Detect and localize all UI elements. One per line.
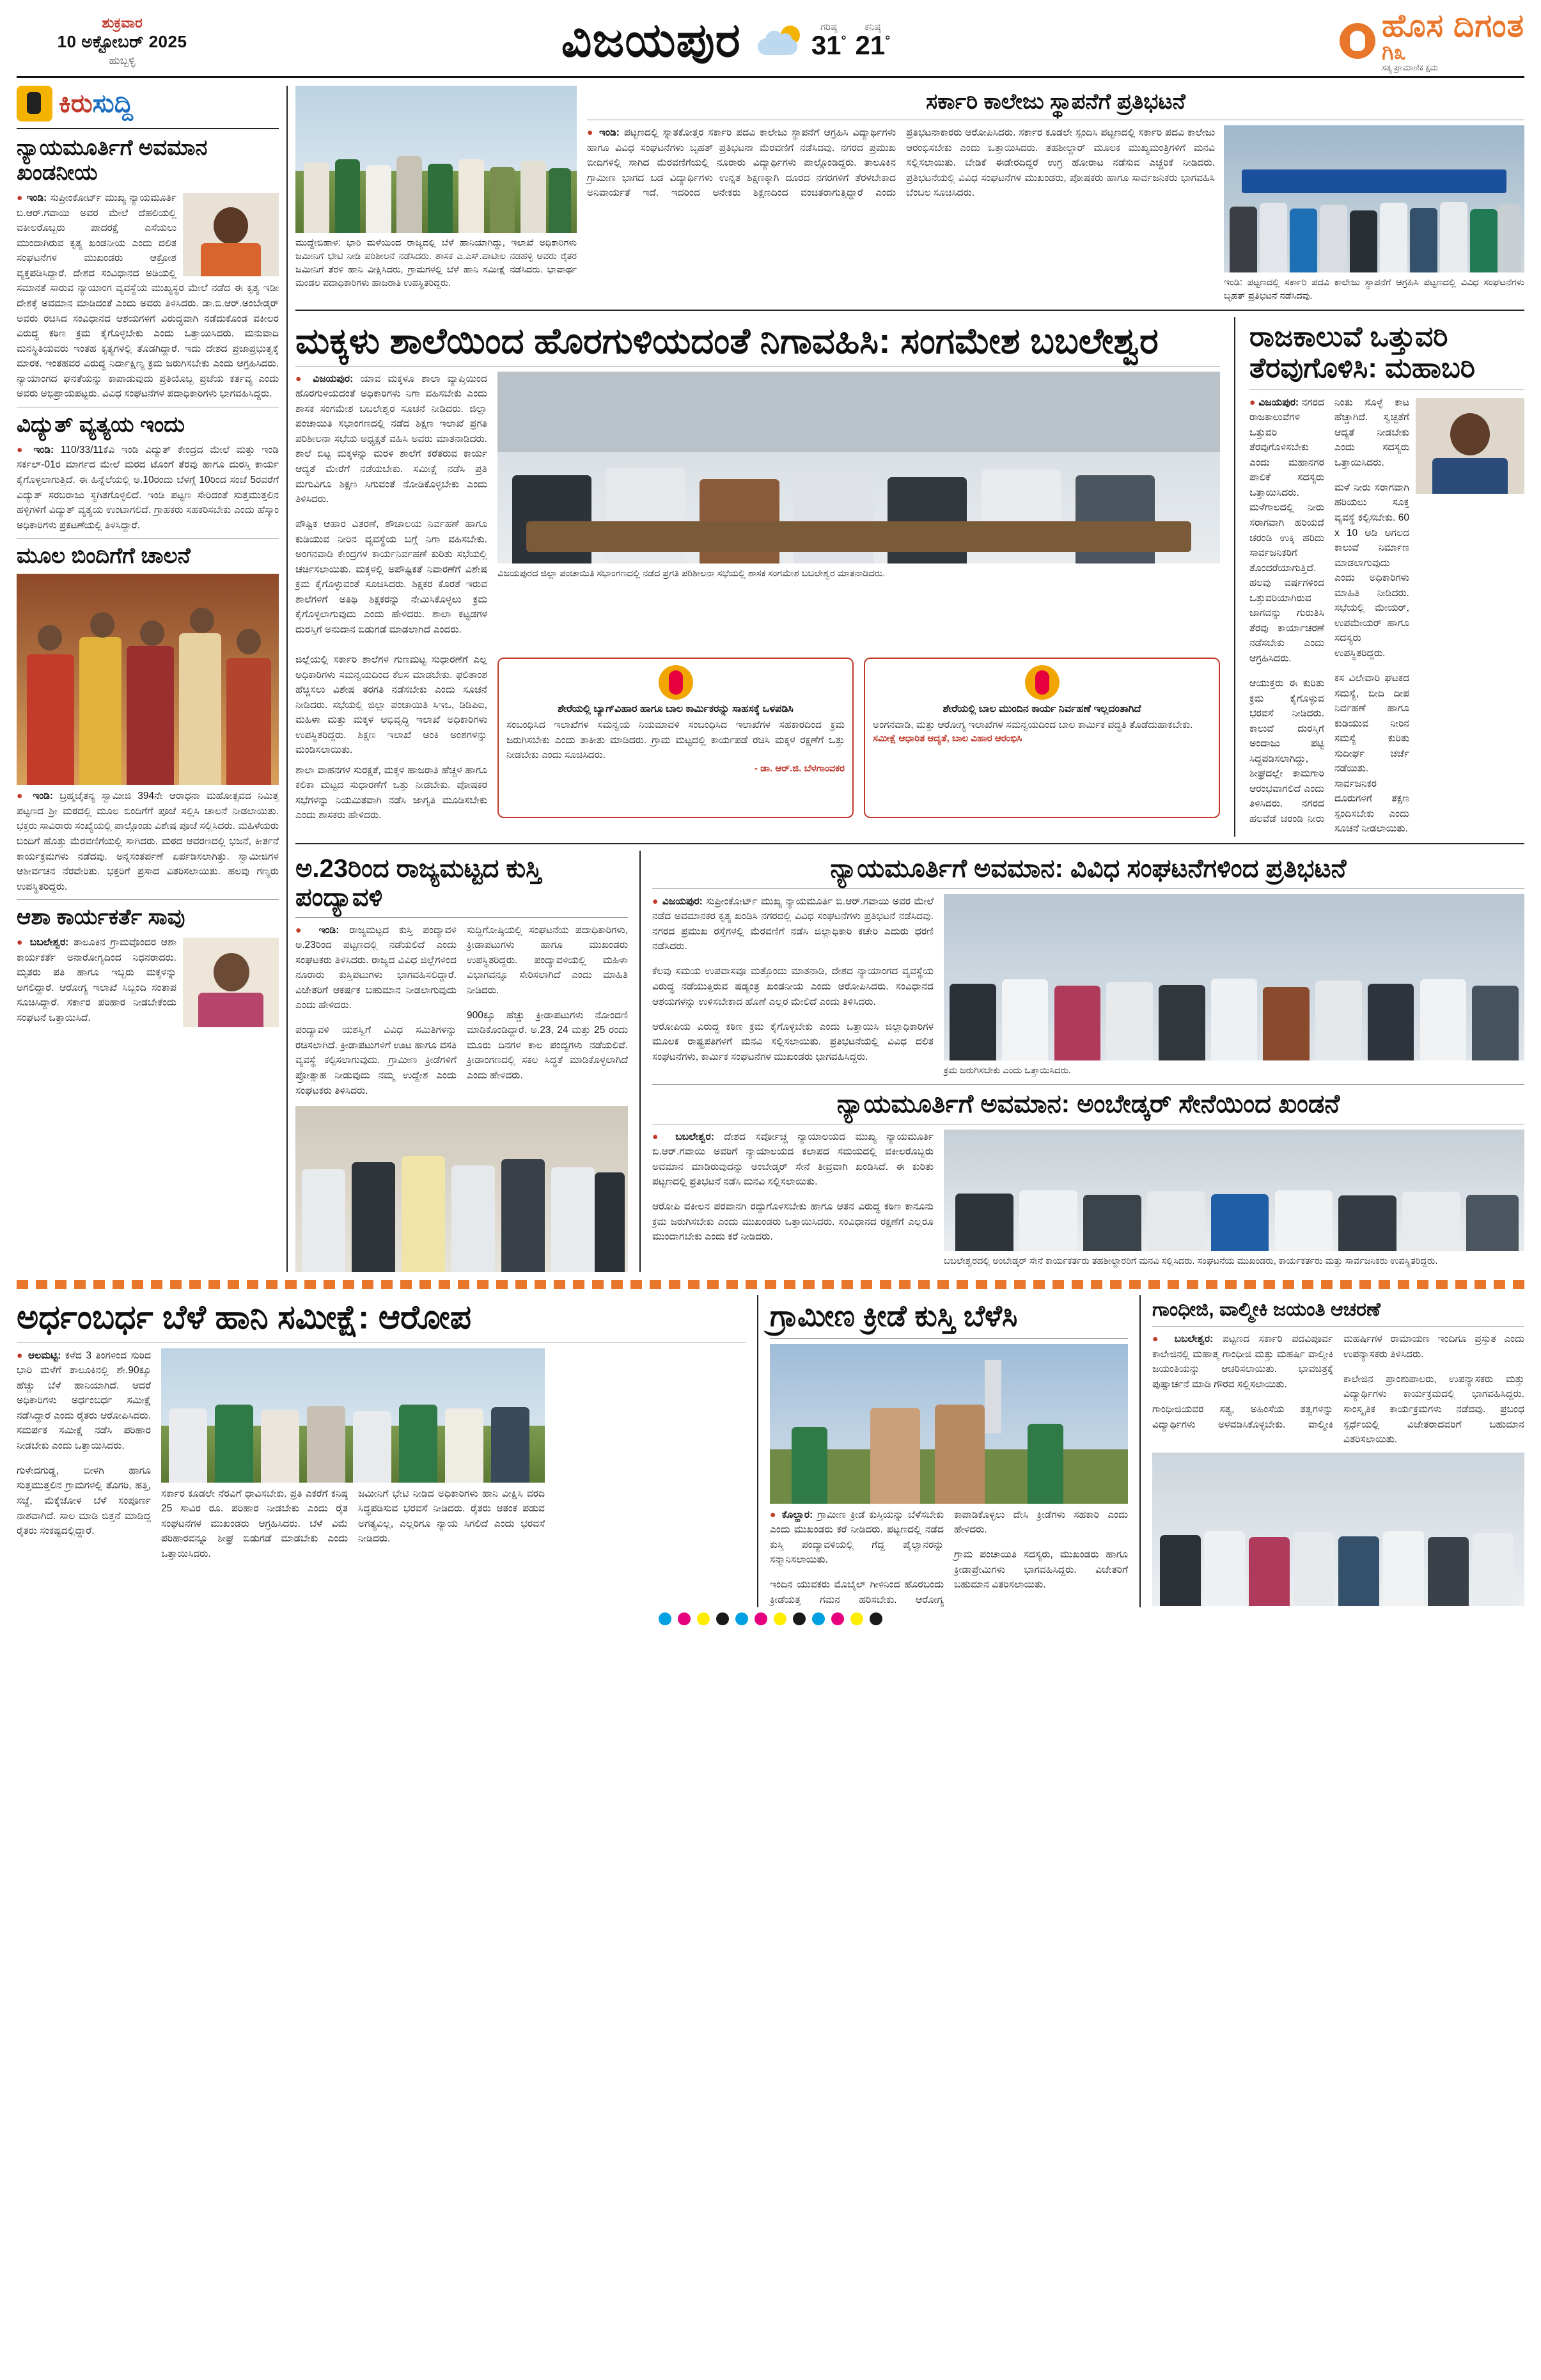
right-lead-body: ● ವಿಜಯಪುರ: ನಗರದ ರಾಜಕಾಲುವೆಗಳ ಒತ್ತುವರಿ ತೆರವುಗೊಳಿಸಬೇಕು ಎಂದು ಮಹಾನಗರ ಪಾಲಿಕೆ ಸದಸ್ಯರು ಒತ್ತಾಯಿಸಿದರು. ಮಳೆಗಾಲದಲ್ಲಿ ನೀರು ಸರಾಗವಾಗಿ ಹರಿಯದೆ ಚರಂಡಿ ಉಕ್ಕಿ ಹರಿದು ಸಾರ್ವಜನಿಕರಿಗೆ ತೊಂದರೆಯಾಗುತ್ತಿದೆ. ಹಲವು ವರ್ಷಗಳಿಂದ ಒತ್ತುವರಿಯಾಗಿರುವ ಜಾಗವನ್ನು ಗುರುತಿಸಿ ತೆರವು ಕಾರ್ಯಾಚರಣೆ ನಡೆಸಬೇಕು ಎಂದು ಆಗ್ರಹಿಸಿದರು. ಆಯುಕ್ತರು ಈ ಕುರಿತು ಕ್ರಮ ಕೈಗೊಳ್ಳುವ ಭರವಸೆ ನೀಡಿದರು. ಕಾಲುವೆ ದುರಸ್ತಿಗೆ ಅಂದಾಜು ಪಟ್ಟಿ ಸಿದ್ಧಪಡಿಸಲಾಗಿದ್ದು, ಶೀಘ್ರದಲ್ಲೇ ಕಾಮಗಾರಿ ಆರಂಭವಾಗಲಿದೆ ಎಂದು ತಿಳಿಸಿದರು. ನಗರದ ಹಲವೆಡೆ ಚರಂಡಿ ನೀರು ನಿಂತು ಸೊಳ್ಳೆ ಕಾಟ ಹೆಚ್ಚಾಗಿದೆ. ಸ್ವಚ್ಛತೆಗೆ ಆದ್ಯತೆ ನೀಡಬೇಕು ಎಂದು ಸದಸ್ಯರು ಒತ್ತಾಯಿಸಿದರು. ಮಳೆ ನೀರು ಸರಾಗವಾಗಿ ಹರಿಯಲು ಸೂಕ್ತ ವ್ಯವಸ್ಥೆ ಕಲ್ಪಿಸಬೇಕು. 60 x 10 ಅಡಿ ಅಗಲದ ಕಾಲುವೆ ನಿರ್ಮಾಣ ಮಾಡಲಾಗುವುದು ಎಂದು ಅಧಿಕಾರಿಗಳು ಮಾಹಿತಿ ನೀಡಿದರು. ಸಭೆಯಲ್ಲಿ ಮೇಯರ್, ಉಪಮೇಯರ್ ಹಾಗೂ ಸದಸ್ಯರು ಉಪಸ್ಥಿತರಿದ್ದರು. ಕಸ ವಿಲೇವಾರಿ ಘಟಕದ ಸಮಸ್ಯೆ, ಬೀದಿ ದೀಪ ನಿರ್ವಹಣೆ ಹಾಗೂ ಕುಡಿಯುವ ನೀರಿನ ಸಮಸ್ಯೆ ಕುರಿತು ಸುದೀರ್ಘ ಚರ್ಚೆ ನಡೆಯಿತು. ಸಾರ್ವಜನಿಕರ ದೂರುಗಳಿಗೆ ತಕ್ಷಣ ಸ್ಪಂದಿಸಬೇಕು ಎಂದು ಸೂಚನೆ ನೀಡಲಾಯಿತು. bbox=[1249, 395, 1409, 837]
bottom-left-dateline: ಆಲಮಟ್ಟಿ: bbox=[27, 1350, 61, 1361]
mid-center-text1: ಸುಪ್ರೀಂಕೋರ್ಟ್ ಮುಖ್ಯ ನ್ಯಾಯಮೂರ್ತಿ ಬಿ.ಆರ್.ಗವಾಯಿ ಅವರ ಮೇಲೆ ನಡೆದ ಅವಮಾನಕರ ಕೃತ್ಯ ಖಂಡಿಸಿ ನಗರದಲ್ಲಿ ವಿವಿಧ ಸಂಘಟನೆಗಳು ಪ್ರತಿಭಟನೆ ನಡೆಸಿದವು. ನಗರದ ಪ್ರಮುಖ ರಸ್ತೆಗಳಲ್ಲಿ ಮೆರವಣಿಗೆ ನಡೆಸಿ ಜಿಲ್ಲಾಧಿಕಾರಿ ಕಚೇರಿ ಎದುರು ಧರಣಿ ನಡೆಸಿದರು. bbox=[652, 895, 934, 952]
top-right-text: ಪಟ್ಟಣದಲ್ಲಿ ಸ್ನಾತಕೋತ್ತರ ಸರ್ಕಾರಿ ಪದವಿ ಕಾಲೇಜು ಸ್ಥಾಪನೆಗೆ ಆಗ್ರಹಿಸಿ ವಿದ್ಯಾರ್ಥಿಗಳು ಹಾಗೂ ವಿವಿಧ ಸಂಘಟನೆಗಳು ಬೃಹತ್ ಪ್ರತಿಭಟನಾ ಮೆರವಣಿಗೆ ನಡೆಸಿದವು. ನಗರದ ಪ್ರಮುಖ ಬೀದಿಗಳಲ್ಲಿ ಸಾಗಿದ ಮೆರವಣಿಗೆಯಲ್ಲಿ ನೂರಾರು ವಿದ್ಯಾರ್ಥಿಗಳು ಪಾಲ್ಗೊಂಡಿದ್ದರು. ತಾಲೂಕಿನ ಗ್ರಾಮೀಣ ಭಾಗದ ಬಡ ವಿದ್ಯಾರ್ಥಿಗಳು ಉನ್ನತ ಶಿಕ್ಷಣಕ್ಕಾಗಿ ದೂರದ ನಗರಗಳಿಗೆ ತೆರಳಬೇಕಾದ ಅನಿವಾರ್ಯತೆ ಇದೆ. ಇದರಿಂದ ಅನೇಕರು ಶಿಕ್ಷಣದಿಂದ ವಂಚಿತರಾಗುತ್ತಿದ್ದಾರೆ ಎಂದು ಪ್ರತಿಭಟನಾಕಾರರು ಆರೋಪಿಸಿದರು. ಸರ್ಕಾರ ಕೂಡಲೇ ಸ್ಪಂದಿಸಿ ಪಟ್ಟಣದಲ್ಲಿ ಸರ್ಕಾರಿ ಪದವಿ ಕಾಲೇಜು ಆರಂಭಿಸಬೇಕು ಎಂದು ಒತ್ತಾಯಿಸಿದರು. ತಹಶೀಲ್ದಾರ್ ಮೂಲಕ ಮುಖ್ಯಮಂತ್ರಿಗಳಿಗೆ ಮನವಿ ಸಲ್ಲಿಸಲಾಯಿತು. ಬೇಡಿಕೆ ಈಡೇರದಿದ್ದರೆ ಉಗ್ರ ಹೋರಾಟ ನಡೆಸುವ ಎಚ್ಚರಿಕೆ ನೀಡಿದರು. ಪ್ರತಿಭಟನೆಯಲ್ಲಿ ವಿವಿಧ ಸಂಘಟನೆಗಳ ಮುಖಂಡರು, ಪೋಷಕರು ಹಾಗೂ ಸಾರ್ವಜನಿಕರು ಭಾಗವಹಿಸಿ ಬೆಂಬಲ ಸೂಚಿಸಿದರು. bbox=[587, 127, 1215, 199]
lead-callout-2 bbox=[864, 658, 1220, 818]
left-story1-headline: ನ್ಯಾಯಮೂರ್ತಿಗೆ ಅವಮಾನ ಖಂಡನೀಯ bbox=[17, 136, 208, 185]
right-lead-dateline: ವಿಜಯಪುರ: bbox=[1258, 397, 1299, 408]
mid-right-dateline: ಬಬಲೇಶ್ವರ: bbox=[675, 1131, 714, 1142]
lead-body-col2 bbox=[295, 652, 487, 823]
left-story2-dateline: ಇಂಡಿ: bbox=[33, 444, 54, 455]
masthead-logo bbox=[1224, 10, 1524, 72]
left-story3-dateline: ಇಂಡಿ: bbox=[33, 791, 54, 802]
mid-right-text1: ದೇಶದ ಸರ್ವೋಚ್ಚ ನ್ಯಾಯಾಲಯದ ಮುಖ್ಯ ನ್ಯಾಯಮೂರ್ತಿ ಬಿ.ಆರ್.ಗವಾಯಿ ಅವರಿಗೆ ನ್ಯಾಯಾಲಯದ ಕಲಾಪದ ಸಮಯದಲ್ಲಿ ವಕೀಲರೊಬ್ಬರು ಅವಮಾನ ಮಾಡಿರುವುದನ್ನು ಅಂಬೇಡ್ಕರ್ ಸೇನೆ ತೀವ್ರವಾಗಿ ಖಂಡಿಸಿದೆ. ಈ ಕುರಿತು ಪಟ್ಟಣದಲ್ಲಿ ಪ್ರತಿಭಟನೆ ನಡೆಸಿ ಮನವಿ ಸಲ್ಲಿಸಲಾಯಿತು. bbox=[652, 1131, 934, 1188]
woman-portrait-photo bbox=[183, 938, 279, 1027]
callout2-text: ಅಂಗನವಾಡಿ, ಮತ್ತು ಆರೋಗ್ಯ ಇಲಾಖೆಗಳ ಸಮನ್ವಯದಿಂದ ಬಾಲ ಕಾರ್ಮಿಕ ಪದ್ಧತಿ ತೊಡೆದುಹಾಕಬೇಕು. bbox=[873, 720, 1193, 731]
top-right-story bbox=[587, 86, 1524, 303]
mid-center-photo-caption: ಕ್ರಮ ಜರುಗಿಸಬೇಕು ಎಂದು ಒತ್ತಾಯಿಸಿದರು. bbox=[944, 1065, 1071, 1076]
left-story3-headline: ಮೂಲ ಬಿಂದಿಗೆಗೆ ಚಾಲನೆ bbox=[17, 544, 191, 569]
mid-row bbox=[295, 851, 1524, 1272]
brand-part2: ಸುದ್ದಿ bbox=[92, 89, 134, 118]
registration-dots bbox=[17, 1612, 1524, 1625]
page-body bbox=[17, 86, 1524, 1272]
column-divider bbox=[286, 86, 288, 1272]
quote-mark-icon-2 bbox=[1025, 665, 1060, 700]
mid-left-body: ● ಇಂಡಿ: ರಾಜ್ಯಮಟ್ಟದ ಕುಸ್ತಿ ಪಂದ್ಯಾವಳಿ ಅ.23ರಿಂದ ಪಟ್ಟಣದಲ್ಲಿ ನಡೆಯಲಿದೆ ಎಂದು ಸಂಘಟಕರು ತಿಳಿಸಿದರು. ರಾಜ್ಯದ ವಿವಿಧ ಜಿಲ್ಲೆಗಳಿಂದ ನೂರಾರು ಕುಸ್ತಿಪಟುಗಳು ಭಾಗವಹಿಸಲಿದ್ದಾರೆ. ವಿಜೇತರಿಗೆ ಆಕರ್ಷಕ ಬಹುಮಾನ ನೀಡಲಾಗುವುದು ಎಂದು ಹೇಳಿದರು. ಪಂದ್ಯಾವಳಿ ಯಶಸ್ವಿಗೆ ವಿವಿಧ ಸಮಿತಿಗಳನ್ನು ರಚಿಸಲಾಗಿದೆ. ಕ್ರೀಡಾಪಟುಗಳಿಗೆ ಊಟ ಹಾಗೂ ವಸತಿ ವ್ಯವಸ್ಥೆ ಕಲ್ಪಿಸಲಾಗುವುದು. ಗ್ರಾಮೀಣ ಕ್ರೀಡೆಗಳಿಗೆ ಪ್ರೋತ್ಸಾಹ ನೀಡುವುದು ನಮ್ಮ ಉದ್ದೇಶ ಎಂದು ಸಂಘಟಕರು ತಿಳಿಸಿದರು. ಸುದ್ದಿಗೋಷ್ಠಿಯಲ್ಲಿ ಸಂಘಟನೆಯ ಪದಾಧಿಕಾರಿಗಳು, ಕ್ರೀಡಾಪಟುಗಳು ಹಾಗೂ ಮುಖಂಡರು ಉಪಸ್ಥಿತರಿದ್ದರು. ಪಂದ್ಯಾವಳಿಯಲ್ಲಿ ಮಹಿಳಾ ವಿಭಾಗವನ್ನೂ ಸೇರಿಸಲಾಗಿದೆ ಎಂದು ಮಾಹಿತಿ ನೀಡಿದರು. 900ಕ್ಕೂ ಹೆಚ್ಚು ಕ್ರೀಡಾಪಟುಗಳು ನೋಂದಣಿ ಮಾಡಿಕೊಂಡಿದ್ದಾರೆ. ಅ.23, 24 ಮತ್ತು 25 ರಂದು ಮೂರು ದಿನಗಳ ಕಾಲ ಪಂದ್ಯಗಳು ನಡೆಯಲಿವೆ. ಕ್ರೀಡಾಂಗಣದಲ್ಲಿ ಸಕಲ ಸಿದ್ಧತೆ ಮಾಡಿಕೊಳ್ಳಲಾಗಿದೆ ಎಂದು ಹೇಳಿದರು. bbox=[295, 923, 628, 1101]
lead-body-col1: ● ವಿಜಯಪುರ: ಯಾವ ಮಕ್ಕಳೂ ಶಾಲಾ ವ್ಯಾಪ್ತಿಯಿಂದ ಹೊರಗುಳಿಯದಂತೆ ಅಧಿಕಾರಿಗಳು ನಿಗಾ ವಹಿಸಬೇಕು ಎಂದು ಶಾಸಕ ಸಂಗಮೇಶ ಬಬಲೇಶ್ವರ ಸೂಚನೆ ನೀಡಿದರು. ಜಿಲ್ಲಾ ಪಂಚಾಯಿತಿ ಸಭಾಂಗಣದಲ್ಲಿ ನಡೆದ ಶಿಕ್ಷಣ ಇಲಾಖೆ ಪ್ರಗತಿ ಪರಿಶೀಲನಾ ಸಭೆಯ ಅಧ್ಯಕ್ಷತೆ ವಹಿಸಿ ಅವರು ಮಾತನಾಡಿದರು. ಶಾಲೆ ಬಿಟ್ಟ ಮಕ್ಕಳನ್ನು ಮರಳಿ ಶಾಲೆಗೆ ಕರೆತರುವ ಕಾರ್ಯ ಆದ್ಯತೆ ಮೇರೆಗೆ ನಡೆಯಬೇಕು. ಸಮೀಕ್ಷೆ ನಡೆಸಿ ಪ್ರತಿ ಮಗುವಿಗೂ ಶಿಕ್ಷಣ ಸಿಗುವಂತೆ ನೋಡಿಕೊಳ್ಳಬೇಕು ಎಂದು ತಿಳಿಸಿದರು. ಪೌಷ್ಟಿಕ ಆಹಾರ ವಿತರಣೆ, ಶೌಚಾಲಯ ನಿರ್ವಹಣೆ ಹಾಗೂ ಕುಡಿಯುವ ನೀರಿನ ವ್ಯವಸ್ಥೆಯ ಬಗ್ಗೆ ನಿಗಾ ವಹಿಸಬೇಕು. ಅಂಗನವಾಡಿ ಕೇಂದ್ರಗಳ ಕಾರ್ಯನಿರ್ವಹಣೆ ಕುರಿತು ಸಭೆಯಲ್ಲಿ ಚರ್ಚಿಸಲಾಯಿತು. ಮಕ್ಕಳಲ್ಲಿ ಅಪೌಷ್ಟಿಕತೆ ನಿವಾರಣೆಗೆ ವಿಶೇಷ ಕ್ರಮ ಕೈಗೊಳ್ಳುವಂತೆ ಸೂಚಿಸಿದರು. ಶಿಕ್ಷಕರ ಕೊರತೆ ಇರುವ ಶಾಲೆಗಳಿಗೆ ಅತಿಥಿ ಶಿಕ್ಷಕರನ್ನು ನೇಮಿಸಿಕೊಳ್ಳಲು ಕ್ರಮ ಕೈಗೊಳ್ಳಲಾಗುವುದು ಎಂದು ಹೇಳಿದರು. ಶಾಲಾ ಕಟ್ಟಡಗಳ ದುರಸ್ತಿಗೆ ಅನುದಾನ ಬಿಡುಗಡೆ ಮಾಡಲಾಗಿದೆ ಎಂದರು. bbox=[295, 372, 487, 647]
decorative-band bbox=[17, 1280, 1524, 1289]
callout2-highlight: ಸಮೀಕ್ಷೆ ಆಧಾರಿತ ಆದ್ಯತೆ, ಬಾಲ ವಿಹಾರ ಆರಂಭಿಸಿ bbox=[873, 732, 1022, 744]
protest-march-photo bbox=[1224, 125, 1524, 272]
lead-text4: ಶಾಲಾ ವಾಹನಗಳ ಸುರಕ್ಷತೆ, ಮಕ್ಕಳ ಹಾಜರಾತಿ ಹೆಚ್ಚಳ ಹಾಗೂ ಕಲಿಕಾ ಮಟ್ಟದ ಸುಧಾರಣೆಗೆ ಒತ್ತು ನೀಡಬೇಕು. ಪೋಷಕರ ಸಭೆಗಳನ್ನು ನಿಯಮಿತವಾಗಿ ನಡೆಸಿ ಜಾಗೃತಿ ಮೂಡಿಸಬೇಕು ಎಂದು ಶಾಸಕರು ಹೇಳಿದರು. bbox=[295, 764, 487, 821]
sun-cloud-icon bbox=[758, 24, 802, 58]
degree-low: ° bbox=[885, 34, 891, 48]
left-story4-text: ತಾಲೂಕಿನ ಗ್ರಾಮವೊಂದರ ಆಶಾ ಕಾರ್ಯಕರ್ತೆ ಅನಾರೋಗ್ಯದಿಂದ ನಿಧನರಾದರು. ಮೃತರು ಪತಿ ಹಾಗೂ ಇಬ್ಬರು ಮಕ್ಕಳನ್ನು ಅಗಲಿದ್ದಾರೆ. ಆರೋಗ್ಯ ಇಲಾಖೆ ಸಿಬ್ಬಂದಿ ಸಂತಾಪ ಸೂಚಿಸಿದ್ದಾರೆ. ಸರ್ಕಾರ ಪರಿಹಾರ ನೀಡಬೇಕೆಂದು ಸಂಘಟನೆ ಒತ್ತಾಯಿಸಿದೆ. bbox=[17, 937, 176, 1023]
bottom-right-text2: ಗಾಂಧೀಜಿಯವರ ಸತ್ಯ, ಅಹಿಂಸೆಯ ತತ್ವಗಳನ್ನು ವಿದ್ಯಾರ್ಥಿಗಳು ಅಳವಡಿಸಿಕೊಳ್ಳಬೇಕು. ವಾಲ್ಮೀಕಿ ಮಹರ್ಷಿಗಳ ರಾಮಾಯಣ ಇಂದಿಗೂ ಪ್ರಸ್ತುತ ಎಂದು ಉಪನ್ಯಾಸಕರು ತಿಳಿಸಿದರು. bbox=[1152, 1334, 1524, 1430]
mid-center-body: ● ವಿಜಯಪುರ: ಸುಪ್ರೀಂಕೋರ್ಟ್ ಮುಖ್ಯ ನ್ಯಾಯಮೂರ್ತಿ ಬಿ.ಆರ್.ಗವಾಯಿ ಅವರ ಮೇಲೆ ನಡೆದ ಅವಮಾನಕರ ಕೃತ್ಯ ಖಂಡಿಸಿ ನಗರದಲ್ಲಿ ವಿವಿಧ ಸಂಘಟನೆಗಳು ಪ್ರತಿಭಟನೆ ನಡೆಸಿದವು. ನಗರದ ಪ್ರಮುಖ ರಸ್ತೆಗಳಲ್ಲಿ ಮೆರವಣಿಗೆ ನಡೆಸಿ ಜಿಲ್ಲಾಧಿಕಾರಿ ಕಚೇರಿ ಎದುರು ಧರಣಿ ನಡೆಸಿದರು. ಕೆಲವು ಸಮಯ ಉಪವಾಸವೂ ಮತ್ತೊಂದು ಮಾತನಾಡಿ, ದೇಶದ ನ್ಯಾಯಾಂಗದ ವ್ಯವಸ್ಥೆಯ ವಿರುದ್ಧ ನಡೆಯುತ್ತಿರುವ ಷಡ್ಯಂತ್ರ ಖಂಡನೀಯ ಎಂದು ಆರೋಪಿಸಿದರು. ಸಂವಿಧಾನದ ಆಶಯಗಳನ್ನು ಉಳಿಸಬೇಕಾದ ಹೊಣೆ ಎಲ್ಲರ ಮೇಲಿದೆ ಎಂದು ತಿಳಿಸಿದರು. ಆರೋಪಿಯ ವಿರುದ್ಧ ಕಠಿಣ ಕ್ರಮ ಕೈಗೊಳ್ಳಬೇಕು ಎಂದು ಒತ್ತಾಯಿಸಿ ಜಿಲ್ಲಾಧಿಕಾರಿಗಳ ಮೂಲಕ ರಾಷ್ಟ್ರಪತಿಗಳಿಗೆ ಮನವಿ ಸಲ್ಲಿಸಲಾಯಿತು. ಪ್ರತಿಭಟನೆಯಲ್ಲಿ ವಿವಿಧ ದಲಿತ ಸಂಘಟನೆಗಳು, ಕಾರ್ಮಿಕ ಸಂಘಟನೆಗಳ ಮುಖಂಡರು ಭಾಗವಹಿಸಿದ್ದರು. bbox=[652, 894, 934, 1078]
mid-right-body: ● ಬಬಲೇಶ್ವರ: ದೇಶದ ಸರ್ವೋಚ್ಚ ನ್ಯಾಯಾಲಯದ ಮುಖ್ಯ ನ್ಯಾಯಮೂರ್ತಿ ಬಿ.ಆರ್.ಗವಾಯಿ ಅವರಿಗೆ ನ್ಯಾಯಾಲಯದ ಕಲಾಪದ ಸಮಯದಲ್ಲಿ ವಕೀಲರೊಬ್ಬರು ಅವಮಾನ ಮಾಡಿರುವುದನ್ನು ಅಂಬೇಡ್ಕರ್ ಸೇನೆ ತೀವ್ರವಾಗಿ ಖಂಡಿಸಿದೆ. ಈ ಕುರಿತು ಪಟ್ಟಣದಲ್ಲಿ ಪ್ರತಿಭಟನೆ ನಡೆಸಿ ಮನವಿ ಸಲ್ಲಿಸಲಾಯಿತು. ಆರೋಪಿ ವಕೀಲನ ಪರವಾನಗಿ ರದ್ದುಗೊಳಿಸಬೇಕು ಹಾಗೂ ಆತನ ವಿರುದ್ಧ ಕಠಿಣ ಕಾನೂನು ಕ್ರಮ ಜರುಗಿಸಬೇಕು ಎಂದು ಮುಖಂಡರು ಒತ್ತಾಯಿಸಿದರು. ಸಂವಿಧಾನದ ರಕ್ಷಣೆಗೆ ಎಲ್ಲರೂ ಮುಂದಾಗಬೇಕು ಎಂದು ಕರೆ ನೀಡಿದರು. bbox=[652, 1130, 934, 1268]
brand-part1: ಕಿರು bbox=[59, 89, 93, 118]
masthead-center bbox=[228, 13, 1224, 68]
mid-left-text1: ರಾಜ್ಯಮಟ್ಟದ ಕುಸ್ತಿ ಪಂದ್ಯಾವಳಿ ಅ.23ರಿಂದ ಪಟ್ಟಣದಲ್ಲಿ ನಡೆಯಲಿದೆ ಎಂದು ಸಂಘಟಕರು ತಿಳಿಸಿದರು. ರಾಜ್ಯದ ವಿವಿಧ ಜಿಲ್ಲೆಗಳಿಂದ ನೂರಾರು ಕುಸ್ತಿಪಟುಗಳು ಭಾಗವಹಿಸಲಿದ್ದಾರೆ. ವಿಜೇತರಿಗೆ ಆಕರ್ಷಕ ಬಹುಮಾನ ನೀಡಲಾಗುವುದು ಎಂದು ಹೇಳಿದರು. bbox=[295, 924, 457, 1011]
bottom-row bbox=[17, 1295, 1524, 1608]
weather-widget bbox=[758, 22, 890, 59]
quote-mark-icon bbox=[659, 665, 693, 700]
callout1-text: ಸಂಬಂಧಿಸಿದ ಇಲಾಖೆಗಳ ಸಮನ್ವಯ ನಿಯಮಾವಳಿ ಸಂಬಂಧಿಸಿದ ಇಲಾಖೆಗಳ ಸಹಕಾರದಿಂದ ಕ್ರಮ ಜರುಗಿಸಬೇಕು ಎಂದು ತಾಕೀತು ಮಾಡಿದರು. ಗ್ರಾಮ ಮಟ್ಟದಲ್ಲಿ ಕಾರ್ಯಪಡೆ ರಚಿಸಿ ಮಕ್ಕಳ ರಕ್ಷಣೆಗೆ ಒತ್ತು ನೀಡಬೇಕು ಎಂದು ಸೂಚಿಸಿದರು. bbox=[506, 720, 845, 761]
lead-text3: ಜಿಲ್ಲೆಯಲ್ಲಿ ಸರ್ಕಾರಿ ಶಾಲೆಗಳ ಗುಣಮಟ್ಟ ಸುಧಾರಣೆಗೆ ಎಲ್ಲ ಅಧಿಕಾರಿಗಳು ಸಮನ್ವಯದಿಂದ ಕೆಲಸ ಮಾಡಬೇಕು. ಫಲಿತಾಂಶ ಹೆಚ್ಚಿಸಲು ವಿಶೇಷ ತರಗತಿ ನಡೆಸಬೇಕು ಎಂದು ಸೂಚನೆ ನೀಡಿದರು. ಸಭೆಯಲ್ಲಿ ಜಿಲ್ಲಾ ಪಂಚಾಯಿತಿ ಸಿಇಒ, ಡಿಡಿಪಿಐ, ಮಹಿಳಾ ಮತ್ತು ಮಕ್ಕಳ ಅಭಿವೃದ್ಧಿ ಇಲಾಖೆ ಅಧಿಕಾರಿಗಳು ಉಪಸ್ಥಿತರಿದ್ದರು. ಶಿಕ್ಷಣ ಇಲಾಖೆ ಅಂಕಿ ಅಂಶಗಳನ್ನು ಮಂಡಿಸಲಾಯಿತು. bbox=[295, 654, 487, 756]
protest-banner bbox=[1242, 169, 1506, 193]
bottom-center-story bbox=[770, 1295, 1128, 1608]
masthead-date-block bbox=[17, 14, 228, 67]
lead-callout-1 bbox=[497, 658, 854, 818]
meeting-hall-photo bbox=[497, 372, 1220, 563]
logo-tagline: ಸತ್ಯ ಪ್ರಾಮಾಣಿಕ ಕ್ಷಮ bbox=[1381, 63, 1438, 72]
left-story4-dateline: ಬಬಲೇಶ್ವರ: bbox=[29, 937, 69, 949]
left-story2-headline: ವಿದ್ಯುತ್ ವ್ಯತ್ಯಯ ಇಂದು bbox=[17, 412, 185, 437]
masthead-city: ಹುಬ್ಬಳ್ಳಿ bbox=[109, 54, 136, 67]
top-right-body: ● ಇಂಡಿ: ಪಟ್ಟಣದಲ್ಲಿ ಸ್ನಾತಕೋತ್ತರ ಸರ್ಕಾರಿ ಪದವಿ ಕಾಲೇಜು ಸ್ಥಾಪನೆಗೆ ಆಗ್ರಹಿಸಿ ವಿದ್ಯಾರ್ಥಿಗಳು ಹಾಗೂ ವಿವಿಧ ಸಂಘಟನೆಗಳು ಬೃಹತ್ ಪ್ರತಿಭಟನಾ ಮೆರವಣಿಗೆ ನಡೆಸಿದವು. ನಗರದ ಪ್ರಮುಖ ಬೀದಿಗಳಲ್ಲಿ ಸಾಗಿದ ಮೆರವಣಿಗೆಯಲ್ಲಿ ನೂರಾರು ವಿದ್ಯಾರ್ಥಿಗಳು ಪಾಲ್ಗೊಂಡಿದ್ದರು. ತಾಲೂಕಿನ ಗ್ರಾಮೀಣ ಭಾಗದ ಬಡ ವಿದ್ಯಾರ್ಥಿಗಳು ಉನ್ನತ ಶಿಕ್ಷಣಕ್ಕಾಗಿ ದೂರದ ನಗರಗಳಿಗೆ ತೆರಳಬೇಕಾದ ಅನಿವಾರ್ಯತೆ ಇದೆ. ಇದರಿಂದ ಅನೇಕರು ಶಿಕ್ಷಣದಿಂದ ವಂಚಿತರಾಗುತ್ತಿದ್ದಾರೆ ಎಂದು ಪ್ರತಿಭಟನಾಕಾರರು ಆರೋಪಿಸಿದರು. ಸರ್ಕಾರ ಕೂಡಲೇ ಸ್ಪಂದಿಸಿ ಪಟ್ಟಣದಲ್ಲಿ ಸರ್ಕಾರಿ ಪದವಿ ಕಾಲೇಜು ಆರಂಭಿಸಬೇಕು ಎಂದು ಒತ್ತಾಯಿಸಿದರು. ತಹಶೀಲ್ದಾರ್ ಮೂಲಕ ಮುಖ್ಯಮಂತ್ರಿಗಳಿಗೆ ಮನವಿ ಸಲ್ಲಿಸಲಾಯಿತು. ಬೇಡಿಕೆ ಈಡೇರದಿದ್ದರೆ ಉಗ್ರ ಹೋರಾಟ ನಡೆಸುವ ಎಚ್ಚರಿಕೆ ನೀಡಿದರು. ಪ್ರತಿಭಟನೆಯಲ್ಲಿ ವಿವಿಧ ಸಂಘಟನೆಗಳ ಮುಖಂಡರು, ಪೋಷಕರು ಹಾಗೂ ಸಾರ್ವಜನಿಕರು ಭಾಗವಹಿಸಿ ಬೆಂಬಲ ಸೂಚಿಸಿದರು. bbox=[587, 127, 1215, 199]
bottom-left-text3: ಸರ್ಕಾರ ಕೂಡಲೇ ನೆರವಿಗೆ ಧಾವಿಸಬೇಕು. ಪ್ರತಿ ಎಕರೆಗೆ ಕನಿಷ್ಠ 25 ಸಾವಿರ ರೂ. ಪರಿಹಾರ ನೀಡಬೇಕು ಎಂದು ರೈತ ಸಂಘಟನೆಗಳ ಮುಖಂಡರು ಆಗ್ರಹಿಸಿದರು. ಬೆಳೆ ವಿಮೆ ಪರಿಹಾರವನ್ನೂ ಶೀಘ್ರ ಬಿಡುಗಡೆ ಮಾಡಬೇಕು ಎಂದು ಒತ್ತಾಯಿಸಿದರು. bbox=[161, 1488, 348, 1559]
mid-center-text3: ಆರೋಪಿಯ ವಿರುದ್ಧ ಕಠಿಣ ಕ್ರಮ ಕೈಗೊಳ್ಳಬೇಕು ಎಂದು ಒತ್ತಾಯಿಸಿ ಜಿಲ್ಲಾಧಿಕಾರಿಗಳ ಮೂಲಕ ರಾಷ್ಟ್ರಪತಿಗಳಿಗೆ ಮನವಿ ಸಲ್ಲಿಸಲಾಯಿತು. ಪ್ರತಿಭಟನೆಯಲ್ಲಿ ವಿವಿಧ ದಲಿತ ಸಂಘಟನೆಗಳು, ಕಾರ್ಮಿಕ ಸಂಘಟನೆಗಳ ಮುಖಂಡರು ಭಾಗವಹಿಸಿದ್ದರು. bbox=[652, 1021, 934, 1062]
bottom-left-body2 bbox=[161, 1486, 545, 1564]
right-lead-text4: ಕಸ ವಿಲೇವಾರಿ ಘಟಕದ ಸಮಸ್ಯೆ, ಬೀದಿ ದೀಪ ನಿರ್ವಹಣೆ ಹಾಗೂ ಕುಡಿಯುವ ನೀರಿನ ಸಮಸ್ಯೆ ಕುರಿತು ಸುದೀರ್ಘ ಚರ್ಚೆ ನಡೆಯಿತು. ಸಾರ್ವಜನಿಕರ ದೂರುಗಳಿಗೆ ತಕ್ಷಣ ಸ್ಪಂದಿಸಬೇಕು ಎಂದು ಸೂಚನೆ ನೀಡಲಾಯಿತು. bbox=[1334, 672, 1409, 835]
mid-center-headline: ನ್ಯಾಯಮೂರ್ತಿಗೆ ಅವಮಾನ: ವಿವಿಧ ಸಂಘಟನೆಗಳಿಂದ ಪ್ರತಿಭಟನೆ bbox=[830, 854, 1347, 883]
lead-photo-caption: ವಿಜಯಪುರದ ಜಿಲ್ಲಾ ಪಂಚಾಯಿತಿ ಸಭಾಂಗಣದಲ್ಲಿ ನಡೆದ ಪ್ರಗತಿ ಪರಿಶೀಲನಾ ಸಭೆಯಲ್ಲಿ ಶಾಸಕ ಸಂಗಮೇಶ ಬಬಲೇಶ್ವರ ಮಾತನಾಡಿದರು. bbox=[497, 568, 886, 579]
hand-megaphone-icon bbox=[17, 86, 52, 122]
lead-dateline: ವಿಜಯಪುರ: bbox=[313, 373, 354, 384]
official-portrait-photo bbox=[1416, 398, 1524, 494]
logo-badge-icon bbox=[1340, 23, 1375, 59]
masthead-date: 10 ಅಕ್ಟೋಬರ್ 2025 bbox=[57, 32, 187, 52]
right-lead-story bbox=[1249, 317, 1524, 837]
weather-low-label: ಕನಿಷ್ಠ bbox=[864, 22, 881, 33]
bottom-right-story bbox=[1152, 1295, 1524, 1608]
mid-right-photo-block bbox=[944, 1130, 1524, 1268]
bottom-left-photo-block bbox=[161, 1348, 545, 1564]
weather-low-value: 21 bbox=[855, 30, 886, 60]
mid-center-text2: ಕೆಲವು ಸಮಯ ಉಪವಾಸವೂ ಮತ್ತೊಂದು ಮಾತನಾಡಿ, ದೇಶದ ನ್ಯಾಯಾಂಗದ ವ್ಯವಸ್ಥೆಯ ವಿರುದ್ಧ ನಡೆಯುತ್ತಿರುವ ಷಡ್ಯಂತ್ರ ಖಂಡನೀಯ ಎಂದು ಆರೋಪಿಸಿದರು. ಸಂವಿಧಾನದ ಆಶಯಗಳನ್ನು ಉಳಿಸಬೇಕಾದ ಹೊಣೆ ಎಲ್ಲರ ಮೇಲಿದೆ ಎಂದು ತಿಳಿಸಿದರು. bbox=[652, 966, 934, 1007]
memorandum-photo bbox=[944, 1130, 1524, 1251]
bottom-left-text4: ಜಮೀನಿಗೆ ಭೇಟಿ ನೀಡಿದ ಅಧಿಕಾರಿಗಳು ಹಾನಿ ವೀಕ್ಷಿಸಿ ವರದಿ ಸಿದ್ಧಪಡಿಸುವ ಭರವಸೆ ನೀಡಿದರು. ರೈತರು ಆತಂಕ ಪಡುವ ಅಗತ್ಯವಿಲ್ಲ, ಎಲ್ಲರಿಗೂ ನ್ಯಾಯ ಸಿಗಲಿದೆ ಎಂದು ಭರವಸೆ ನೀಡಿದರು. bbox=[358, 1488, 545, 1545]
left-story1-dateline: ಇಂಡಿ: bbox=[26, 193, 47, 204]
bottom-left-text1: ಕಳೆದ 3 ತಿಂಗಳಿಂದ ಸುರಿದ ಭಾರಿ ಮಳೆಗೆ ತಾಲೂಕಿನಲ್ಲಿ ಶೇ.90ಕ್ಕೂ ಹೆಚ್ಚು ಬೆಳೆ ಹಾನಿಯಾಗಿದೆ. ಆದರೆ ಅಧಿಕಾರಿಗಳು ಅರ್ಧಂಬರ್ಧ ಸಮೀಕ್ಷೆ ನಡೆಸಿದ್ದಾರೆ ಎಂದು ರೈತರು ಆರೋಪಿಸಿದರು. ಸಮರ್ಪಕ ಸಮೀಕ್ಷೆ ನಡೆಸಿ ಪರಿಹಾರ ನೀಡಬೇಕು ಎಂದು ಒತ್ತಾಯಿಸಿದರು. bbox=[17, 1350, 151, 1451]
top-right-photo-block bbox=[1224, 125, 1524, 303]
edition-title: ವಿಜಯಪುರ bbox=[561, 13, 741, 67]
bottom-center-text1: ಗ್ರಾಮೀಣ ಕ್ರೀಡೆ ಕುಸ್ತಿಯನ್ನು ಬೆಳೆಸಬೇಕು ಎಂದು ಮುಖಂಡರು ಕರೆ ನೀಡಿದರು. ಪಟ್ಟಣದಲ್ಲಿ ನಡೆದ ಕುಸ್ತಿ ಪಂದ್ಯಾವಳಿಯಲ್ಲಿ ಗೆದ್ದ ಪೈಲ್ವಾನರನ್ನು ಸನ್ಮಾನಿಸಲಾಯಿತು. bbox=[770, 1509, 944, 1566]
left-story1-body: ● ಇಂಡಿ: ಸುಪ್ರೀಂಕೋರ್ಟ್ ಮುಖ್ಯ ನ್ಯಾಯಮೂರ್ತಿ ಬಿ.ಆರ್.ಗವಾಯಿ ಅವರ ಮೇಲೆ ದೆಹಲಿಯಲ್ಲಿ ವಕೀಲರೊಬ್ಬರು ಪಾದರಕ್ಷೆ ಎಸೆಯಲು ಮುಂದಾಗಿರುವ ಕೃತ್ಯ ಖಂಡನೀಯ ಎಂದು ದಲಿತ ಸಂಘಟನೆಗಳ ಮುಖಂಡರು ಆಕ್ರೋಶ ವ್ಯಕ್ತಪಡಿಸಿದ್ದಾರೆ. ದೇಶದ ಸಂವಿಧಾನದ ಅಡಿಯಲ್ಲಿ ಸಮಾನತೆ ಸಾರುವ ನ್ಯಾಯಾಂಗ ವ್ಯವಸ್ಥೆಯ ಮುಖ್ಯಸ್ಥರ ಮೇಲೆ ನಡೆದ ಈ ಕೃತ್ಯ ಇಡೀ ದೇಶಕ್ಕೆ ಅವಮಾನ ಮಾಡಿದಂತೆ ಎಂದು ಅವರು ತಿಳಿಸಿದರು. ಡಾ.ಬಿ.ಆರ್.ಅಂಬೇಡ್ಕರ್ ಅವರು ರಚಿಸಿದ ಸಂವಿಧಾನದ ಆಶಯಗಳಿಗೆ ವಿರುದ್ಧವಾಗಿ ನಡೆದುಕೊಂಡ ವಕೀಲರ ವಿರುದ್ಧ ಕಠಿಣ ಕ್ರಮ ಕೈಗೊಳ್ಳಬೇಕು ಎಂದು ಒತ್ತಾಯಿಸಿದರು. ಮನುವಾದಿ ಮನಸ್ಥಿತಿಯವರು ಇಂತಹ ಕೃತ್ಯಗಳಲ್ಲಿ ತೊಡಗಿದ್ದಾರೆ. ಇದು ದೇಶದ ಪ್ರಜಾಪ್ರಭುತ್ವಕ್ಕೆ ಮಾರಕ. ಇಂತಹವರ ವಿರುದ್ಧ ನಿರ್ದಾಕ್ಷಿಣ್ಯ ಕ್ರಮ ಜರುಗಿಸಬೇಕು ಎಂದು ಆಗ್ರಹಿಸಿದರು. ನ್ಯಾಯಾಂಗದ ಘನತೆಯನ್ನು ಕಾಪಾಡುವುದು ಪ್ರತಿಯೊಬ್ಬ ಪ್ರಜೆಯ ಕರ್ತವ್ಯ ಎಂದು ಅವರು ಅಭಿಪ್ರಾಯಪಟ್ಟರು. ವಿವಿಧ ಸಂಘಟನೆಗಳ ಪದಾಧಿಕಾರಿಗಳು ಭಾಗವಹಿಸಿದ್ದರು. bbox=[17, 193, 279, 400]
right-lead-headline: ರಾಜಕಾಲುವೆ ಒತ್ತುವರಿ ತೆರವುಗೊಳಿಸಿ: ಮಹಾಬರಿ bbox=[1249, 321, 1475, 384]
mid-left-text3: ಸುದ್ದಿಗೋಷ್ಠಿಯಲ್ಲಿ ಸಂಘಟನೆಯ ಪದಾಧಿಕಾರಿಗಳು, ಕ್ರೀಡಾಪಟುಗಳು ಹಾಗೂ ಮುಖಂಡರು ಉಪಸ್ಥಿತರಿದ್ದರು. ಪಂದ್ಯಾವಳಿಯಲ್ಲಿ ಮಹಿಳಾ ವಿಭಾಗವನ್ನೂ ಸೇರಿಸಲಾಗಿದೆ ಎಂದು ಮಾಹಿತಿ ನೀಡಿದರು. bbox=[467, 924, 628, 996]
man-portrait-photo bbox=[183, 193, 279, 276]
masthead-day: ಶುಕ್ರವಾರ bbox=[102, 14, 143, 31]
masthead bbox=[17, 8, 1524, 78]
mid-right-photo-caption: ಬಬಲೇಶ್ವರದಲ್ಲಿ ಅಂಬೇಡ್ಕರ್ ಸೇನೆ ಕಾರ್ಯಕರ್ತರು ತಹಶೀಲ್ದಾರರಿಗೆ ಮನವಿ ಸಲ್ಲಿಸಿದರು. ಸಂಘಟನೆಯ ಮುಖಂಡರು, ಕಾರ್ಯಕರ್ತರು ಮತ್ತು ಸಾರ್ವಜನಿಕರು ಉಪಸ್ಥಿತರಿದ್ದರು. bbox=[944, 1256, 1438, 1266]
weather-high-value: 31 bbox=[811, 30, 841, 60]
lead-headline: ಮಕ್ಕಳು ಶಾಲೆಯಿಂದ ಹೊರಗುಳಿಯದಂತೆ ನಿಗಾವಹಿಸಿ: ಸಂಗಮೇಶ ಬಬಲೇಶ್ವರ bbox=[295, 320, 1159, 361]
bottom-right-dateline: ಬಬಲೇಶ್ವರ: bbox=[1174, 1334, 1214, 1345]
mid-right-text2: ಆರೋಪಿ ವಕೀಲನ ಪರವಾನಗಿ ರದ್ದುಗೊಳಿಸಬೇಕು ಹಾಗೂ ಆತನ ವಿರುದ್ಧ ಕಠಿಣ ಕಾನೂನು ಕ್ರಮ ಜರುಗಿಸಬೇಕು ಎಂದು ಮುಖಂಡರು ಒತ್ತಾಯಿಸಿದರು. ಸಂವಿಧಾನದ ರಕ್ಷಣೆಗೆ ಎಲ್ಲರೂ ಮುಂದಾಗಬೇಕು ಎಂದು ಕರೆ ನೀಡಿದರು. bbox=[652, 1201, 934, 1243]
bottom-center-dateline: ಕೊಲ್ಹಾರ: bbox=[781, 1509, 813, 1520]
left-story1-text: ಸುಪ್ರೀಂಕೋರ್ಟ್ ಮುಖ್ಯ ನ್ಯಾಯಮೂರ್ತಿ ಬಿ.ಆರ್.ಗವಾಯಿ ಅವರ ಮೇಲೆ ದೆಹಲಿಯಲ್ಲಿ ವಕೀಲರೊಬ್ಬರು ಪಾದರಕ್ಷೆ ಎಸೆಯಲು ಮುಂದಾಗಿರುವ ಕೃತ್ಯ ಖಂಡನೀಯ ಎಂದು ದಲಿತ ಸಂಘಟನೆಗಳ ಮುಖಂಡರು ಆಕ್ರೋಶ ವ್ಯಕ್ತಪಡಿಸಿದ್ದಾರೆ. ದೇಶದ ಸಂವಿಧಾನದ ಅಡಿಯಲ್ಲಿ ಸಮಾನತೆ ಸಾರುವ ನ್ಯಾಯಾಂಗ ವ್ಯವಸ್ಥೆಯ ಮುಖ್ಯಸ್ಥರ ಮೇಲೆ ನಡೆದ ಈ ಕೃತ್ಯ ಇಡೀ ದೇಶಕ್ಕೆ ಅವಮಾನ ಮಾಡಿದಂತೆ ಎಂದು ಅವರು ತಿಳಿಸಿದರು. ಡಾ.ಬಿ.ಆರ್.ಅಂಬೇಡ್ಕರ್ ಅವರು ರಚಿಸಿದ ಸಂವಿಧಾನದ ಆಶಯಗಳಿಗೆ ವಿರುದ್ಧವಾಗಿ ನಡೆದುಕೊಂಡ ವಕೀಲರ ವಿರುದ್ಧ ಕಠಿಣ ಕ್ರಮ ಕೈಗೊಳ್ಳಬೇಕು ಎಂದು ಒತ್ತಾಯಿಸಿದರು. ಮನುವಾದಿ ಮನಸ್ಥಿತಿಯವರು ಇಂತಹ ಕೃತ್ಯಗಳಲ್ಲಿ ತೊಡಗಿದ್ದಾರೆ. ಇದು ದೇಶದ ಪ್ರಜಾಪ್ರಭುತ್ವಕ್ಕೆ ಮಾರಕ. ಇಂತಹವರ ವಿರುದ್ಧ ನಿರ್ದಾಕ್ಷಿಣ್ಯ ಕ್ರಮ ಜರುಗಿಸಬೇಕು ಎಂದು ಆಗ್ರಹಿಸಿದರು. ನ್ಯಾಯಾಂಗದ ಘನತೆಯನ್ನು ಕಾಪಾಡುವುದು ಪ್ರತಿಯೊಬ್ಬ ಪ್ರಜೆಯ ಕರ್ತವ್ಯ ಎಂದು ಅವರು ಅಭಿಪ್ರಾಯಪಟ್ಟರು. ವಿವಿಧ ಸಂಘಟನೆಗಳ ಪದಾಧಿಕಾರಿಗಳು ಭಾಗವಹಿಸಿದ್ದರು. bbox=[17, 193, 279, 400]
bottom-right-headline: ಗಾಂಧೀಜಿ, ವಾಲ್ಮೀಕಿ ಜಯಂತಿ ಆಚರಣೆ bbox=[1152, 1298, 1381, 1320]
right-lead-text3: ಮಳೆ ನೀರು ಸರಾಗವಾಗಿ ಹರಿಯಲು ಸೂಕ್ತ ವ್ಯವಸ್ಥೆ ಕಲ್ಪಿಸಬೇಕು. 60 x 10 ಅಡಿ ಅಗಲದ ಕಾಲುವೆ ನಿರ್ಮಾಣ ಮಾಡಲಾಗುವುದು ಎಂದು ಅಧಿಕಾರಿಗಳು ಮಾಹಿತಿ ನೀಡಿದರು. ಸಭೆಯಲ್ಲಿ ಮೇಯರ್, ಉಪಮೇಯರ್ ಹಾಗೂ ಸದಸ್ಯರು ಉಪಸ್ಥಿತರಿದ್ದರು. bbox=[1334, 482, 1409, 659]
weather-high-label: ಗರಿಷ್ಠ bbox=[820, 22, 838, 33]
bottom-right-text1: ಪಟ್ಟಣದ ಸರ್ಕಾರಿ ಪದವಿಪೂರ್ವ ಕಾಲೇಜಿನಲ್ಲಿ ಮಹಾತ್ಮ ಗಾಂಧೀಜಿ ಮತ್ತು ಮಹರ್ಷಿ ವಾಲ್ಮೀಕಿ ಜಯಂತಿಯನ್ನು ಆಚರಿಸಲಾಯಿತು. ಭಾವಚಿತ್ರಕ್ಕೆ ಪುಷ್ಪಾರ್ಚನೆ ಮಾಡಿ ಗೌರವ ಸಲ್ಲಿಸಲಾಯಿತು. bbox=[1152, 1334, 1333, 1390]
top-photo-block bbox=[295, 86, 577, 303]
women-protest-photo bbox=[944, 894, 1524, 1060]
right-lead-text2: ಆಯುಕ್ತರು ಈ ಕುರಿತು ಕ್ರಮ ಕೈಗೊಳ್ಳುವ ಭರವಸೆ ನೀಡಿದರು. ಕಾಲುವೆ ದುರಸ್ತಿಗೆ ಅಂದಾಜು ಪಟ್ಟಿ ಸಿದ್ಧಪಡಿಸಲಾಗಿದ್ದು, ಶೀಘ್ರದಲ್ಲೇ ಕಾಮಗಾರಿ ಆರಂಭವಾಗಲಿದೆ ಎಂದು ತಿಳಿಸಿದರು. ನಗರದ ಹಲವೆಡೆ ಚರಂಡಿ ನೀರು ನಿಂತು ಸೊಳ್ಳೆ ಕಾಟ ಹೆಚ್ಚಾಗಿದೆ. ಸ್ವಚ್ಛತೆಗೆ ಆದ್ಯತೆ ನೀಡಬೇಕು ಎಂದು ಸದಸ್ಯರು ಒತ್ತಾಯಿಸಿದರು. bbox=[1249, 397, 1409, 824]
award-ceremony-photo bbox=[1152, 1453, 1524, 1606]
top-row bbox=[295, 86, 1524, 303]
puja-ceremony-photo bbox=[17, 574, 279, 785]
bottom-left-story bbox=[17, 1295, 746, 1608]
wrestling-photo bbox=[770, 1344, 1128, 1504]
mid-left-headline: ಅ.23ರಿಂದ ರಾಜ್ಯಮಟ್ಟದ ಕುಸ್ತಿ ಪಂದ್ಯಾವಳಿ bbox=[295, 854, 542, 911]
left-story2-body: ● ಇಂಡಿ: 110/33/11ಕೆವಿ ಇಂಡಿ ವಿದ್ಯುತ್ ಕೇಂದ್ರದ ಮೇಲೆ ಮತ್ತು ಇಂಡಿ ಸರ್ಕಲ್-01ರ ಮಾರ್ಗದ ಮೇಲೆ ಮರದ ಟೊಂಗೆ ತೆರವು ಹಾಗೂ ದುರಸ್ತಿ ಕಾರ್ಯ ಕೈಗೊಳ್ಳಲಾಗುತ್ತಿದೆ. ಈ ಹಿನ್ನೆಲೆಯಲ್ಲಿ ಅ.10ರಂದು ಬೆಳಗ್ಗೆ 10ರಿಂದ ಸಂಜೆ 5ರವರೆಗೆ ವಿದ್ಯುತ್ ಸರಬರಾಜು ಸ್ಥಗಿತಗೊಳ್ಳಲಿದೆ. ಇಂಡಿ ಪಟ್ಟಣ ಸೇರಿದಂತೆ ಸುತ್ತಮುತ್ತಲಿನ ಹಳ್ಳಿಗಳಿಗೆ ವಿದ್ಯುತ್ ವ್ಯತ್ಯಯ ಉಂಟಾಗಲಿದೆ. ಗ್ರಾಹಕರು ಸಹಕರಿಸಬೇಕು ಎಂದು ಹೆಸ್ಕಾಂ ಅಧಿಕಾರಿಗಳು ಪ್ರಕಟಣೆಯಲ್ಲಿ ತಿಳಿಸಿದ್ದಾರೆ. bbox=[17, 444, 279, 531]
top-right-headline: ಸರ್ಕಾರಿ ಕಾಲೇಜು ಸ್ಥಾಪನೆಗೆ ಪ್ರತಿಭಟನೆ bbox=[926, 90, 1185, 114]
bottom-center-text2: ಇಂದಿನ ಯುವಕರು ಮೊಬೈಲ್ ಗೀಳಿನಿಂದ ಹೊರಬಂದು ಕ್ರೀಡೆಯತ್ತ ಗಮನ ಹರಿಸಬೇಕು. ಆರೋಗ್ಯ ಕಾಪಾಡಿಕೊಳ್ಳಲು ದೇಸಿ ಕ್ರೀಡೆಗಳು ಸಹಕಾರಿ ಎಂದು ಹೇಳಿದರು. bbox=[770, 1509, 1128, 1605]
right-lead-text1: ನಗರದ ರಾಜಕಾಲುವೆಗಳ ಒತ್ತುವರಿ ತೆರವುಗೊಳಿಸಬೇಕು ಎಂದು ಮಹಾನಗರ ಪಾಲಿಕೆ ಸದಸ್ಯರು ಒತ್ತಾಯಿಸಿದರು. ಮಳೆಗಾಲದಲ್ಲಿ ನೀರು ಸರಾಗವಾಗಿ ಹರಿಯದೆ ಚರಂಡಿ ಉಕ್ಕಿ ಹರಿದು ಸಾರ್ವಜನಿಕರಿಗೆ ತೊಂದರೆಯಾಗುತ್ತಿದೆ. ಹಲವು ವರ್ಷಗಳಿಂದ ಒತ್ತುವರಿಯಾಗಿರುವ ಜಾಗವನ್ನು ಗುರುತಿಸಿ ತೆರವು ಕಾರ್ಯಾಚರಣೆ ನಡೆಸಬೇಕು ಎಂದು ಆಗ್ರಹಿಸಿದರು. bbox=[1249, 397, 1324, 664]
mid-left-text4: 900ಕ್ಕೂ ಹೆಚ್ಚು ಕ್ರೀಡಾಪಟುಗಳು ನೋಂದಣಿ ಮಾಡಿಕೊಂಡಿದ್ದಾರೆ. ಅ.23, 24 ಮತ್ತು 25 ರಂದು ಮೂರು ದಿನಗಳ ಕಾಲ ಪಂದ್ಯಗಳು ನಡೆಯಲಿವೆ. ಕ್ರೀಡಾಂಗಣದಲ್ಲಿ ಸಕಲ ಸಿದ್ಧತೆ ಮಾಡಿಕೊಳ್ಳಲಾಗಿದೆ ಎಂದು ಹೇಳಿದರು. bbox=[467, 1009, 628, 1081]
top-right-photo-caption: ಇಂಡಿ: ಪಟ್ಟಣದಲ್ಲಿ ಸರ್ಕಾರಿ ಪದವಿ ಕಾಲೇಜು ಸ್ಥಾಪನೆಗೆ ಆಗ್ರಹಿಸಿ ಪಟ್ಟಣದಲ್ಲಿ ವಿವಿಧ ಸಂಘಟನೆಗಳು ಬೃಹತ್ ಪ್ರತಿಭಟನೆ ನಡೆಸಿದವು. bbox=[1224, 278, 1524, 302]
bottom-left-headline: ಅರ್ಧಂಬರ್ಧ ಬೆಳೆ ಹಾನಿ ಸಮೀಕ್ಷೆ: ಆರೋಪ bbox=[17, 1298, 472, 1336]
left-story2-text: 110/33/11ಕೆವಿ ಇಂಡಿ ವಿದ್ಯುತ್ ಕೇಂದ್ರದ ಮೇಲೆ ಮತ್ತು ಇಂಡಿ ಸರ್ಕಲ್-01ರ ಮಾರ್ಗದ ಮೇಲೆ ಮರದ ಟೊಂಗೆ ತೆರವು ಹಾಗೂ ದುರಸ್ತಿ ಕಾರ್ಯ ಕೈಗೊಳ್ಳಲಾಗುತ್ತಿದೆ. ಈ ಹಿನ್ನೆಲೆಯಲ್ಲಿ ಅ.10ರಂದು ಬೆಳಗ್ಗೆ 10ರಿಂದ ಸಂಜೆ 5ರವರೆಗೆ ವಿದ್ಯುತ್ ಸರಬರಾಜು ಸ್ಥಗಿತಗೊಳ್ಳಲಿದೆ. ಇಂಡಿ ಪಟ್ಟಣ ಸೇರಿದಂತೆ ಸುತ್ತಮುತ್ತಲಿನ ಹಳ್ಳಿಗಳಿಗೆ ವಿದ್ಯುತ್ ವ್ಯತ್ಯಯ ಉಂಟಾಗಲಿದೆ. ಗ್ರಾಹಕರು ಸಹಕರಿಸಬೇಕು ಎಂದು ಹೆಸ್ಕಾಂ ಅಧಿಕಾರಿಗಳು ಪ್ರಕಟಣೆಯಲ್ಲಿ ತಿಳಿಸಿದ್ದಾರೆ. bbox=[17, 444, 279, 531]
felicitation-photo bbox=[295, 1106, 628, 1272]
left-column bbox=[17, 86, 279, 1272]
mid-left-text2: ಪಂದ್ಯಾವಳಿ ಯಶಸ್ವಿಗೆ ವಿವಿಧ ಸಮಿತಿಗಳನ್ನು ರಚಿಸಲಾಗಿದೆ. ಕ್ರೀಡಾಪಟುಗಳಿಗೆ ಊಟ ಹಾಗೂ ವಸತಿ ವ್ಯವಸ್ಥೆ ಕಲ್ಪಿಸಲಾಗುವುದು. ಗ್ರಾಮೀಣ ಕ್ರೀಡೆಗಳಿಗೆ ಪ್ರೋತ್ಸಾಹ ನೀಡುವುದು ನಮ್ಮ ಉದ್ದೇಶ ಎಂದು ಸಂಘಟಕರು ತಿಳಿಸಿದರು. bbox=[295, 1025, 457, 1096]
callout1-title: ಶೇರೆಯಲ್ಲಿ ಬ್ಯಾಗ್‌ವಿಹಾರ ಹಾಗೂ ಬಾಲ ಕಾರ್ಮಿಕರನ್ನು ಸಾಹಸಕ್ಕೆ ಒಳಪಡಿಸಿ bbox=[558, 704, 794, 715]
lead-callouts bbox=[497, 652, 1220, 823]
lead-text2: ಪೌಷ್ಟಿಕ ಆಹಾರ ವಿತರಣೆ, ಶೌಚಾಲಯ ನಿರ್ವಹಣೆ ಹಾಗೂ ಕುಡಿಯುವ ನೀರಿನ ವ್ಯವಸ್ಥೆಯ ಬಗ್ಗೆ ನಿಗಾ ವಹಿಸಬೇಕು. ಅಂಗನವಾಡಿ ಕೇಂದ್ರಗಳ ಕಾರ್ಯನಿರ್ವಹಣೆ ಕುರಿತು ಸಭೆಯಲ್ಲಿ ಚರ್ಚಿಸಲಾಯಿತು. ಮಕ್ಕಳಲ್ಲಿ ಅಪೌಷ್ಟಿಕತೆ ನಿವಾರಣೆಗೆ ವಿಶೇಷ ಕ್ರಮ ಕೈಗೊಳ್ಳುವಂತೆ ಸೂಚಿಸಿದರು. ಶಿಕ್ಷಕರ ಕೊರತೆ ಇರುವ ಶಾಲೆಗಳಿಗೆ ಅತಿಥಿ ಶಿಕ್ಷಕರನ್ನು ನೇಮಿಸಿಕೊಳ್ಳಲು ಕ್ರಮ ಕೈಗೊಳ್ಳಲಾಗುವುದು ಎಂದು ಹೇಳಿದರು. ಶಾಲಾ ಕಟ್ಟಡಗಳ ದುರಸ್ತಿಗೆ ಅನುದಾನ ಬಿಡುಗಡೆ ಮಾಡಲಾಗಿದೆ ಎಂದರು. bbox=[295, 519, 487, 635]
bottom-right-body: ● ಬಬಲೇಶ್ವರ: ಪಟ್ಟಣದ ಸರ್ಕಾರಿ ಪದವಿಪೂರ್ವ ಕಾಲೇಜಿನಲ್ಲಿ ಮಹಾತ್ಮ ಗಾಂಧೀಜಿ ಮತ್ತು ಮಹರ್ಷಿ ವಾಲ್ಮೀಕಿ ಜಯಂತಿಯನ್ನು ಆಚರಿಸಲಾಯಿತು. ಭಾವಚಿತ್ರಕ್ಕೆ ಪುಷ್ಪಾರ್ಚನೆ ಮಾಡಿ ಗೌರವ ಸಲ್ಲಿಸಲಾಯಿತು. ಗಾಂಧೀಜಿಯವರ ಸತ್ಯ, ಅಹಿಂಸೆಯ ತತ್ವಗಳನ್ನು ವಿದ್ಯಾರ್ಥಿಗಳು ಅಳವಡಿಸಿಕೊಳ್ಳಬೇಕು. ವಾಲ್ಮೀಕಿ ಮಹರ್ಷಿಗಳ ರಾಮಾಯಣ ಇಂದಿಗೂ ಪ್ರಸ್ತುತ ಎಂದು ಉಪನ್ಯಾಸಕರು ತಿಳಿಸಿದರು. ಕಾಲೇಜಿನ ಪ್ರಾಂಶುಪಾಲರು, ಉಪನ್ಯಾಸಕರು ಮತ್ತು ವಿದ್ಯಾರ್ಥಿಗಳು ಕಾರ್ಯಕ್ರಮದಲ್ಲಿ ಭಾಗವಹಿಸಿದ್ದರು. ಸಾಂಸ್ಕೃತಿಕ ಕಾರ್ಯಕ್ರಮಗಳು ನಡೆದವು. ಪ್ರಬಂಧ ಸ್ಪರ್ಧೆಯಲ್ಲಿ ವಿಜೇತರಾದವರಿಗೆ ಬಹುಮಾನ ವಿತರಿಸಲಾಯಿತು. bbox=[1152, 1332, 1524, 1447]
field-crop-inspection-photo bbox=[295, 86, 577, 233]
logo-main: ಹೊಸ bbox=[1381, 8, 1444, 43]
kirusuddi-brand bbox=[17, 86, 279, 122]
bottom-left-text2: ಗುಳೇದಗುಡ್ಡ, ಬೀಳಗಿ ಹಾಗೂ ಸುತ್ತಮುತ್ತಲಿನ ಗ್ರಾಮಗಳಲ್ಲಿ ತೊಗರಿ, ಹತ್ತಿ, ಸಜ್ಜೆ, ಮೆಕ್ಕೆಜೋಳ ಬೆಳೆ ಸಂಪೂರ್ಣ ನಾಶವಾಗಿದೆ. ಸಾಲ ಮಾಡಿ ಬಿತ್ತನೆ ಮಾಡಿದ್ದ ರೈತರು ಸಂಕಷ್ಟದಲ್ಲಿದ್ದಾರೆ. bbox=[17, 1465, 151, 1537]
mid-right-headline: ನ್ಯಾಯಮೂರ್ತಿಗೆ ಅವಮಾನ: ಅಂಬೇಡ್ಕರ್ ಸೇನೆಯಿಂದ ಖಂಡನೆ bbox=[836, 1089, 1340, 1118]
left-story4-body: ● ಬಬಲೇಶ್ವರ: ತಾಲೂಕಿನ ಗ್ರಾಮವೊಂದರ ಆಶಾ ಕಾರ್ಯಕರ್ತೆ ಅನಾರೋಗ್ಯದಿಂದ ನಿಧನರಾದರು. ಮೃತರು ಪತಿ ಹಾಗೂ ಇಬ್ಬರು ಮಕ್ಕಳನ್ನು ಅಗಲಿದ್ದಾರೆ. ಆರೋಗ್ಯ ಇಲಾಖೆ ಸಿಬ್ಬಂದಿ ಸಂತಾಪ ಸೂಚಿಸಿದ್ದಾರೆ. ಸರ್ಕಾರ ಪರಿಹಾರ ನೀಡಬೇಕೆಂದು ಸಂಘಟನೆ ಒತ್ತಾಯಿಸಿದೆ. bbox=[17, 937, 176, 1023]
bottom-right-text3: ಕಾಲೇಜಿನ ಪ್ರಾಂಶುಪಾಲರು, ಉಪನ್ಯಾಸಕರು ಮತ್ತು ವಿದ್ಯಾರ್ಥಿಗಳು ಕಾರ್ಯಕ್ರಮದಲ್ಲಿ ಭಾಗವಹಿಸಿದ್ದರು. ಸಾಂಸ್ಕೃತಿಕ ಕಾರ್ಯಕ್ರಮಗಳು ನಡೆದವು. ಪ್ರಬಂಧ ಸ್ಪರ್ಧೆಯಲ್ಲಿ ವಿಜೇತರಾದವರಿಗೆ ಬಹುಮಾನ ವಿತರಿಸಲಾಯಿತು. bbox=[1343, 1373, 1524, 1446]
bottom-center-headline: ಗ್ರಾಮೀಣ ಕ್ರೀಡೆ ಕುಸ್ತಿ ಬೆಳೆಸಿ bbox=[770, 1298, 1018, 1332]
main-area bbox=[295, 86, 1524, 1272]
lead-story bbox=[295, 317, 1220, 837]
bottom-center-body: ● ಕೊಲ್ಹಾರ: ಗ್ರಾಮೀಣ ಕ್ರೀಡೆ ಕುಸ್ತಿಯನ್ನು ಬೆಳೆಸಬೇಕು ಎಂದು ಮುಖಂಡರು ಕರೆ ನೀಡಿದರು. ಪಟ್ಟಣದಲ್ಲಿ ನಡೆದ ಕುಸ್ತಿ ಪಂದ್ಯಾವಳಿಯಲ್ಲಿ ಗೆದ್ದ ಪೈಲ್ವಾನರನ್ನು ಸನ್ಮಾನಿಸಲಾಯಿತು. ಇಂದಿನ ಯುವಕರು ಮೊಬೈಲ್ ಗೀಳಿನಿಂದ ಹೊರಬಂದು ಕ್ರೀಡೆಯತ್ತ ಗಮನ ಹರಿಸಬೇಕು. ಆರೋಗ್ಯ ಕಾಪಾಡಿಕೊಳ್ಳಲು ದೇಸಿ ಕ್ರೀಡೆಗಳು ಸಹಕಾರಿ ಎಂದು ಹೇಳಿದರು. ಗ್ರಾಮ ಪಂಚಾಯಿತಿ ಸದಸ್ಯರು, ಮುಖಂಡರು ಹಾಗೂ ಕ್ರೀಡಾಪ್ರೇಮಿಗಳು ಭಾಗವಹಿಸಿದ್ದರು. ವಿಜೇತರಿಗೆ ಬಹುಮಾನ ವಿತರಿಸಲಾಯಿತು. bbox=[770, 1508, 1128, 1608]
callout2-title: ಶೇರೆಯಲ್ಲಿ ಬಾಲ ಮುಂದಿನ ಕಾರ್ಯ ನಿರ್ವಹಣೆ ಇಲ್ಲದಂತಾಗಿದೆ bbox=[943, 704, 1141, 715]
lead-text1: ಯಾವ ಮಕ್ಕಳೂ ಶಾಲಾ ವ್ಯಾಪ್ತಿಯಿಂದ ಹೊರಗುಳಿಯದಂತೆ ಅಧಿಕಾರಿಗಳು ನಿಗಾ ವಹಿಸಬೇಕು ಎಂದು ಶಾಸಕ ಸಂಗಮೇಶ ಬಬಲೇಶ್ವರ ಸೂಚನೆ ನೀಡಿದರು. ಜಿಲ್ಲಾ ಪಂಚಾಯಿತಿ ಸಭಾಂಗಣದಲ್ಲಿ ನಡೆದ ಶಿಕ್ಷಣ ಇಲಾಖೆ ಪ್ರಗತಿ ಪರಿಶೀಲನಾ ಸಭೆಯ ಅಧ್ಯಕ್ಷತೆ ವಹಿಸಿ ಅವರು ಮಾತನಾಡಿದರು. ಶಾಲೆ ಬಿಟ್ಟ ಮಕ್ಕಳನ್ನು ಮರಳಿ ಶಾಲೆಗೆ ಕರೆತರುವ ಕಾರ್ಯ ಆದ್ಯತೆ ಮೇರೆಗೆ ನಡೆಯಬೇಕು. ಸಮೀಕ್ಷೆ ನಡೆಸಿ ಪ್ರತಿ ಮಗುವಿಗೂ ಶಿಕ್ಷಣ ಸಿಗುವಂತೆ ನೋಡಿಕೊಳ್ಳಬೇಕು ಎಂದು ತಿಳಿಸಿದರು. bbox=[295, 373, 488, 505]
mid-center-dateline: ವಿಜಯಪುರ: bbox=[662, 895, 703, 907]
weather-high bbox=[811, 22, 847, 59]
lead-row bbox=[295, 317, 1524, 837]
top-photo-caption: ಮುದ್ದೇಬಿಹಾಳ: ಭಾರಿ ಮಳೆಯಿಂದ ರಾಜ್ಯದಲ್ಲಿ ಬೆಳೆ ಹಾನಿಯಾಗಿದ್ದು, ಇಲಾಖೆ ಅಧಿಕಾರಿಗಳು ಜಮೀನಿಗೆ ಭೇಟಿ ನೀಡಿ ಪರಿಶೀಲನೆ ನಡೆಸಿದರು. ಶಾಸಕ ಎ.ಎಸ್.ಪಾಟೀಲ ನಡಹಳ್ಳಿ ಅವರು ರೈತರ ಜಮೀನಿಗೆ ತೆರಳಿ ಹಾನಿ ವೀಕ್ಷಿಸಿದರು, ಗ್ರಾಮಗಳಲ್ಲಿ ಬೆಳೆ ಹಾನಿ ಸಮೀಕ್ಷೆ ನಡೆಸಿದರು. ಭಾವಾರ್ಥ ಮಂಡಲ ಪದಾಧಿಕಾರಿಗಳು ಹಾಜರಾತಿ ಉಪಸ್ಥಿತರಿದ್ದರು. bbox=[295, 238, 577, 289]
mid-center-photo-block bbox=[944, 894, 1524, 1078]
callout1-byline: - ಡಾ. ಆರ್.ಜಿ. ಬೆಳಗಾಂವಕರ bbox=[755, 762, 845, 774]
top-right-dateline: ಇಂಡಿ: bbox=[599, 127, 620, 139]
bottom-left-body1: ● ಆಲಮಟ್ಟಿ: ಕಳೆದ 3 ತಿಂಗಳಿಂದ ಸುರಿದ ಭಾರಿ ಮಳೆಗೆ ತಾಲೂಕಿನಲ್ಲಿ ಶೇ.90ಕ್ಕೂ ಹೆಚ್ಚು ಬೆಳೆ ಹಾನಿಯಾಗಿದೆ. ಆದರೆ ಅಧಿಕಾರಿಗಳು ಅರ್ಧಂಬರ್ಧ ಸಮೀಕ್ಷೆ ನಡೆಸಿದ್ದಾರೆ ಎಂದು ರೈತರು ಆರೋಪಿಸಿದರು. ಸಮರ್ಪಕ ಸಮೀಕ್ಷೆ ನಡೆಸಿ ಪರಿಹಾರ ನೀಡಬೇಕು ಎಂದು ಒತ್ತಾಯಿಸಿದರು. ಗುಳೇದಗುಡ್ಡ, ಬೀಳಗಿ ಹಾಗೂ ಸುತ್ತಮುತ್ತಲಿನ ಗ್ರಾಮಗಳಲ್ಲಿ ತೊಗರಿ, ಹತ್ತಿ, ಸಜ್ಜೆ, ಮೆಕ್ಕೆಜೋಳ ಬೆಳೆ ಸಂಪೂರ್ಣ ನಾಶವಾಗಿದೆ. ಸಾಲ ಮಾಡಿ ಬಿತ್ತನೆ ಮಾಡಿದ್ದ ರೈತರು ಸಂಕಷ್ಟದಲ್ಲಿದ್ದಾರೆ. bbox=[17, 1348, 151, 1564]
mid-left-story bbox=[295, 851, 628, 1272]
mid-right-block bbox=[652, 851, 1524, 1272]
left-story3-text: ಬ್ರಹ್ಮಚೈತನ್ಯ ಸ್ವಾಮೀಜಿ 394ನೇ ಆರಾಧನಾ ಮಹೋತ್ಸವದ ನಿಮಿತ್ತ ಪಟ್ಟಣದ ಶ್ರೀ ಮಠದಲ್ಲಿ ಮೂಲ ಬಿಂದಿಗೆಗೆ ಪೂಜೆ ಸಲ್ಲಿಸಿ ಚಾಲನೆ ನೀಡಲಾಯಿತು. ಭಕ್ತರು ಸಾವಿರಾರು ಸಂಖ್ಯೆಯಲ್ಲಿ ಪಾಲ್ಗೊಂಡು ವಿಶೇಷ ಪೂಜೆ ಸಲ್ಲಿಸಿದರು. ಮಹಿಳೆಯರು ಬಿಂದಿಗೆ ಹೊತ್ತು ಮೆರವಣಿಗೆಯಲ್ಲಿ ಸಾಗಿದರು. ಮಠದ ಆವರಣದಲ್ಲಿ ಭಜನೆ, ಕೀರ್ತನೆ ಕಾರ್ಯಕ್ರಮಗಳು ನಡೆದವು. ಅನ್ನಸಂತರ್ಪಣೆ ಏರ್ಪಡಿಸಲಾಗಿತ್ತು. ಸ್ವಾಮೀಜಿಗಳ ಆಶೀರ್ವಚನ ನೆರವೇರಿತು. ಭಕ್ತರಿಗೆ ಪ್ರಸಾದ ವಿತರಿಸಲಾಯಿತು. ಹಲವು ಗಣ್ಯರು ಉಪಸ್ಥಿತರಿದ್ದರು. bbox=[17, 791, 279, 892]
mid-left-dateline: ಇಂಡಿ: bbox=[318, 924, 340, 936]
left-story4-headline: ಆಶಾ ಕಾರ್ಯಕರ್ತೆ ಸಾವು bbox=[17, 905, 185, 930]
degree-high: ° bbox=[841, 34, 847, 48]
logo-kannada-mark: ಗಿ೩ bbox=[1381, 40, 1406, 65]
bottom-center-text3: ಗ್ರಾಮ ಪಂಚಾಯಿತಿ ಸದಸ್ಯರು, ಮುಖಂಡರು ಹಾಗೂ ಕ್ರೀಡಾಪ್ರೇಮಿಗಳು ಭಾಗವಹಿಸಿದ್ದರು. ವಿಜೇತರಿಗೆ ಬಹುಮಾನ ವಿತರಿಸಲಾಯಿತು. bbox=[954, 1549, 1128, 1591]
logo-second: ದಿಗಂತ bbox=[1453, 8, 1524, 43]
weather-low bbox=[856, 22, 891, 59]
left-story3-body: ● ಇಂಡಿ: ಬ್ರಹ್ಮಚೈತನ್ಯ ಸ್ವಾಮೀಜಿ 394ನೇ ಆರಾಧನಾ ಮಹೋತ್ಸವದ ನಿಮಿತ್ತ ಪಟ್ಟಣದ ಶ್ರೀ ಮಠದಲ್ಲಿ ಮೂಲ ಬಿಂದಿಗೆಗೆ ಪೂಜೆ ಸಲ್ಲಿಸಿ ಚಾಲನೆ ನೀಡಲಾಯಿತು. ಭಕ್ತರು ಸಾವಿರಾರು ಸಂಖ್ಯೆಯಲ್ಲಿ ಪಾಲ್ಗೊಂಡು ವಿಶೇಷ ಪೂಜೆ ಸಲ್ಲಿಸಿದರು. ಮಹಿಳೆಯರು ಬಿಂದಿಗೆ ಹೊತ್ತು ಮೆರವಣಿಗೆಯಲ್ಲಿ ಸಾಗಿದರು. ಮಠದ ಆವರಣದಲ್ಲಿ ಭಜನೆ, ಕೀರ್ತನೆ ಕಾರ್ಯಕ್ರಮಗಳು ನಡೆದವು. ಅನ್ನಸಂತರ್ಪಣೆ ಏರ್ಪಡಿಸಲಾಗಿತ್ತು. ಸ್ವಾಮೀಜಿಗಳ ಆಶೀರ್ವಚನ ನೆರವೇರಿತು. ಭಕ್ತರಿಗೆ ಪ್ರಸಾದ ವಿತರಿಸಲಾಯಿತು. ಹಲವು ಗಣ್ಯರು ಉಪಸ್ಥಿತರಿದ್ದರು. bbox=[17, 791, 279, 892]
farmers-field-photo bbox=[161, 1348, 545, 1483]
lead-photo-block bbox=[497, 372, 1220, 647]
